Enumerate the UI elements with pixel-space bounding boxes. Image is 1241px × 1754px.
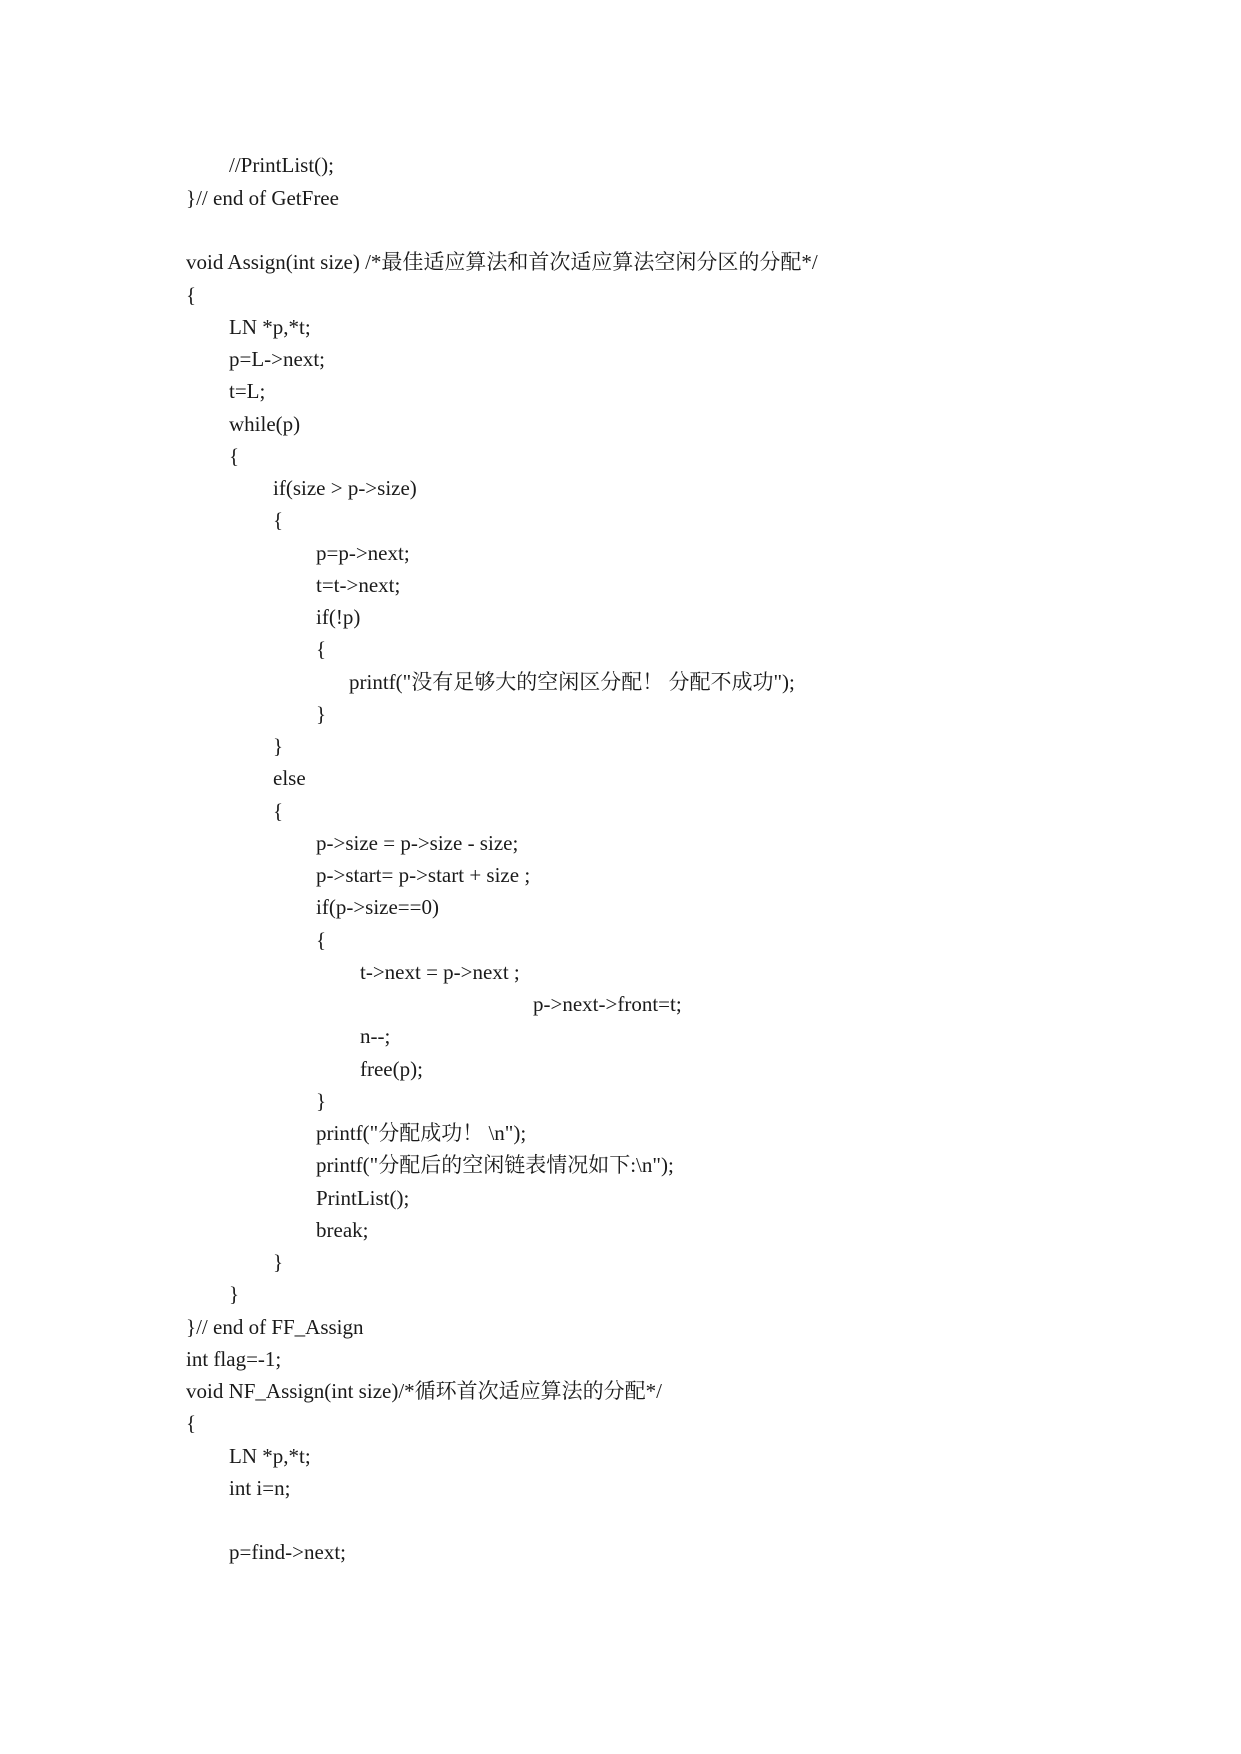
code-line: printf("没有足够大的空闲区分配！ 分配不成功");: [349, 670, 795, 694]
code-line: while(p): [229, 412, 301, 436]
code-line: }// end of GetFree: [186, 186, 339, 210]
code-line: {: [316, 637, 327, 661]
code-line: p=find->next;: [229, 1540, 346, 1564]
code-line: }: [273, 1250, 284, 1274]
code-line: p=p->next;: [316, 541, 410, 565]
code-line: {: [273, 799, 284, 823]
code-line: int flag=-1;: [186, 1347, 282, 1371]
code-line: n--;: [360, 1024, 391, 1048]
code-line: LN *p,*t;: [229, 1444, 311, 1468]
code-line: }: [316, 702, 327, 726]
code-line: p->next->front=t;: [533, 992, 682, 1016]
code-line: p=L->next;: [229, 347, 325, 371]
code-line: printf("分配后的空闲链表情况如下:\n");: [316, 1153, 674, 1177]
code-line: p->size = p->size - size;: [316, 831, 519, 855]
code-line: }: [273, 734, 284, 758]
code-line: printf("分配成功！ \n");: [316, 1121, 527, 1145]
code-line: t=L;: [229, 379, 266, 403]
code-line: }: [229, 1282, 240, 1306]
code-line: t=t->next;: [316, 573, 401, 597]
code-line: PrintList();: [316, 1186, 410, 1210]
code-line: }: [316, 1089, 327, 1113]
code-line: if(p->size==0): [316, 895, 439, 919]
code-line: }// end of FF_Assign: [186, 1315, 364, 1339]
code-line: void Assign(int size) /*最佳适应算法和首次适应算法空闲分区的分配*/: [186, 250, 818, 274]
code-line: p->start= p->start + size ;: [316, 863, 531, 887]
code-line: break;: [316, 1218, 369, 1242]
code-line: {: [316, 928, 327, 952]
code-line: int i=n;: [229, 1476, 291, 1500]
code-line: if(size > p->size): [273, 476, 417, 500]
code-line: t->next = p->next ;: [360, 960, 520, 984]
code-line: if(!p): [316, 605, 361, 629]
code-line: else: [273, 766, 306, 790]
code-line: {: [186, 283, 197, 307]
code-line: void NF_Assign(int size)/*循环首次适应算法的分配*/: [186, 1379, 662, 1403]
code-line: free(p);: [360, 1057, 423, 1081]
code-line: LN *p,*t;: [229, 315, 311, 339]
code-line: {: [186, 1411, 197, 1435]
code-line: //PrintList();: [229, 153, 334, 177]
code-line: {: [273, 508, 284, 532]
code-line: {: [229, 444, 240, 468]
